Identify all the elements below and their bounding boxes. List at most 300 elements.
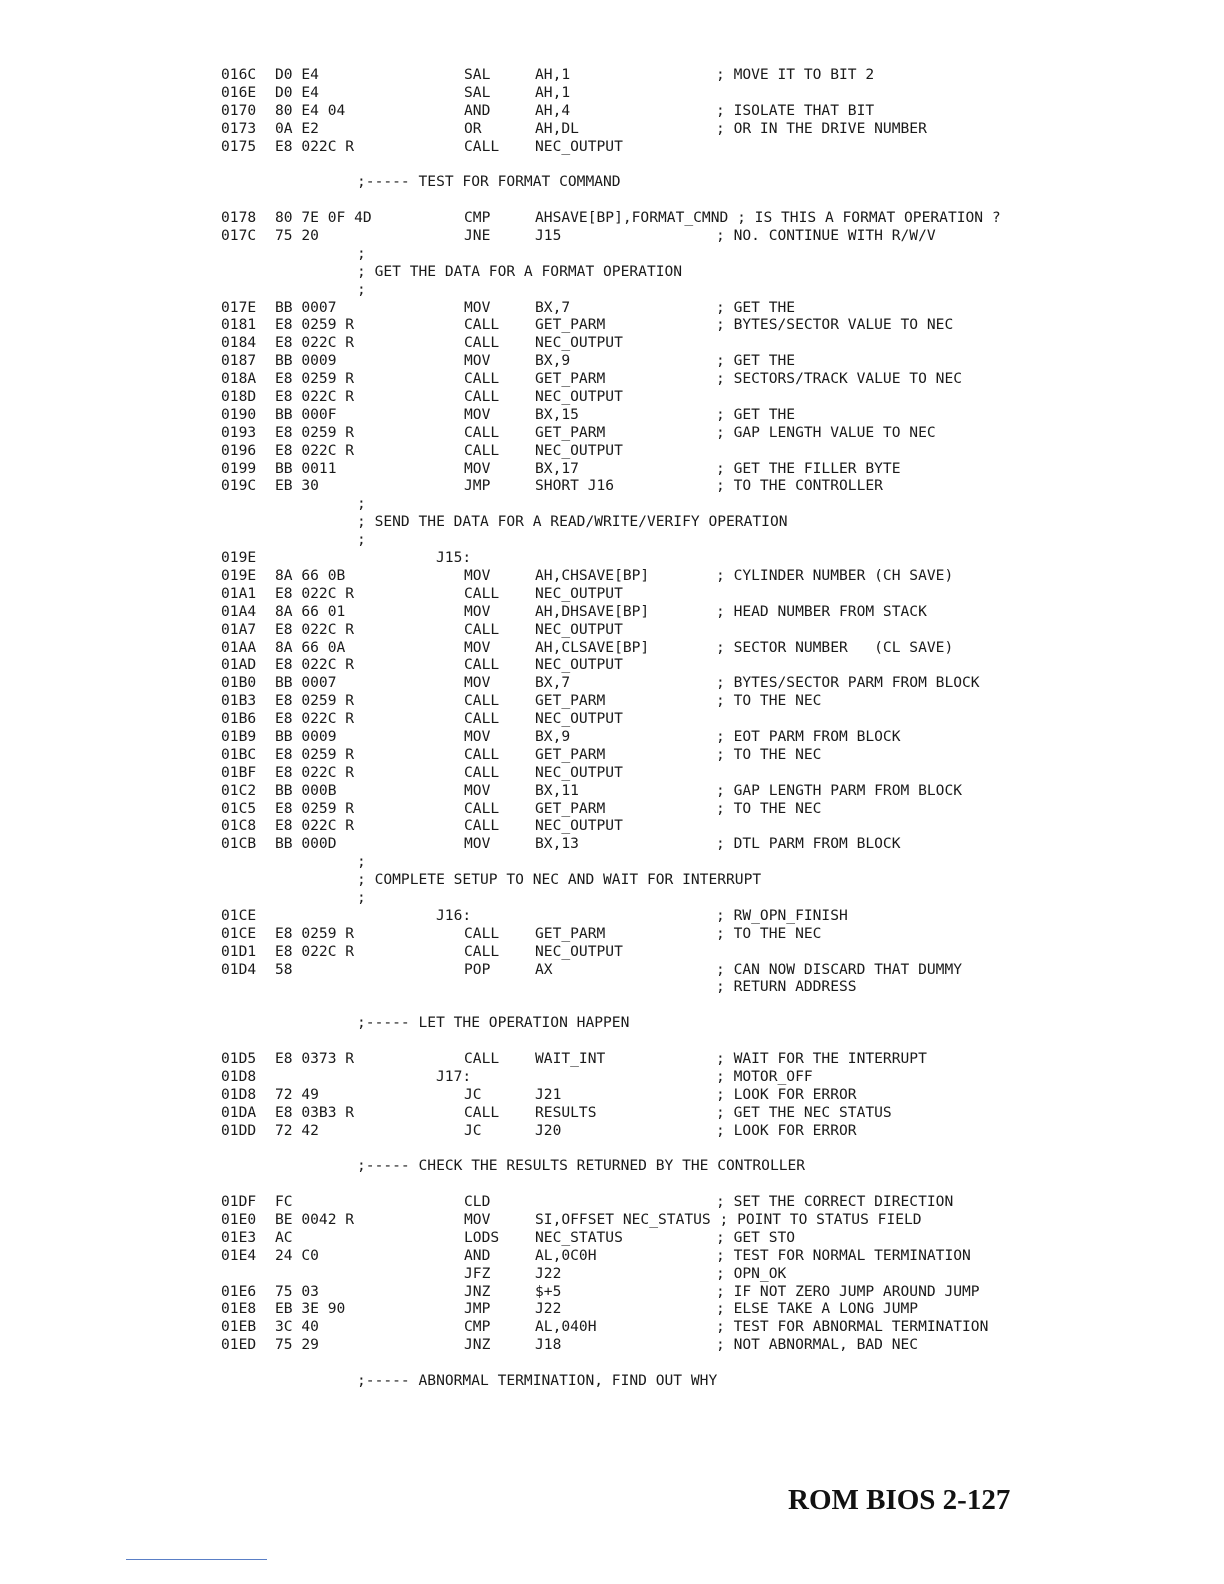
mnemonic: JMP [464,477,491,495]
operand: NEC_OUTPUT [535,942,623,960]
mnemonic: JMP [464,1300,491,1318]
operand: AX [535,960,553,978]
address: 01E0 [221,1211,257,1228]
operand: AHSAVE[BP],FORMAT_CMND ; IS THIS A FORMAT OPERATION ? [535,209,1001,227]
operand: GET_PARM [535,799,606,817]
listing-line [221,996,1181,1014]
mnemonic: CALL [464,692,500,710]
listing-line [221,800,1181,818]
object-code: 8A 66 0A [275,638,346,656]
listing-line [221,764,1181,782]
object-code: 80 E4 04 [275,101,346,119]
object-code: BB 000D [275,835,337,853]
comment: ; WAIT FOR THE INTERRUPT [716,1049,927,1067]
operand: AH,DHSAVE[BP] [535,602,650,620]
operand: J18 [535,1336,562,1354]
label: J17: [436,1067,472,1085]
page-footer: ROM BIOS 2-127 [788,1484,1011,1516]
remark: ; [357,244,366,262]
object-code: BB 0007 [275,298,337,316]
address: 01CB [221,835,257,853]
address: 017C [221,227,257,245]
comment: ; DTL PARM FROM BLOCK [716,835,901,853]
remark: ; GET THE DATA FOR A FORMAT OPERATION [357,262,683,280]
listing-line [221,1122,1181,1140]
address: 01A4 [221,602,257,620]
address: 0170 [221,101,257,119]
address: 01CE [221,906,257,924]
listing-line [221,513,1181,531]
listing-line [221,728,1181,746]
mnemonic: MOV [464,835,491,853]
listing-line [221,424,1181,442]
comment: ; NO. CONTINUE WITH R/W/V [716,227,936,245]
mnemonic: POP [464,960,491,978]
object-code: 72 49 [275,1085,319,1103]
listing-line [221,1193,1181,1211]
object-code: BB 0009 [275,727,337,745]
operand: GET_PARM [535,924,606,942]
address: 0190 [221,405,257,423]
mnemonic: CALL [464,334,500,352]
object-code: 75 29 [275,1336,319,1354]
mnemonic: OR [464,119,482,137]
comment: ; RETURN ADDRESS [716,978,857,996]
comment: ; RW_OPN_FINISH [716,906,848,924]
comment: ; TEST FOR ABNORMAL TERMINATION [716,1318,989,1336]
mnemonic: CLD [464,1193,491,1211]
address: 01B9 [221,727,257,745]
label: J15: [436,549,472,567]
address: 0178 [221,209,257,227]
address: 01D8 [221,1085,257,1103]
remark: ; SEND THE DATA FOR A READ/WRITE/VERIFY OPERATION [357,513,788,531]
comment: ; GAP LENGTH PARM FROM BLOCK [716,781,963,799]
object-code: BB 0009 [275,352,337,370]
mnemonic: CMP [464,209,491,227]
address: 01D5 [221,1049,257,1067]
remark: ; [357,280,366,298]
object-code: 75 20 [275,227,319,245]
mnemonic: LODS [464,1228,500,1246]
object-code: E8 022C R [275,441,355,459]
operand: SI,OFFSET NEC_STATUS ; POINT TO STATUS FIELD [535,1211,922,1228]
mnemonic: MOV [464,459,491,477]
mnemonic: JC [464,1085,482,1103]
listing-line [221,692,1181,710]
mnemonic: MOV [464,566,491,584]
listing-line [221,477,1181,495]
operand: NEC_OUTPUT [535,763,623,781]
operand: AH,1 [535,66,571,83]
operand: RESULTS [535,1103,597,1121]
operand: GET_PARM [535,316,606,334]
comment: ; TO THE NEC [716,799,822,817]
address: 0193 [221,423,257,441]
remark: ;----- ABNORMAL TERMINATION, FIND OUT WHY [357,1372,718,1390]
object-code: 8A 66 01 [275,602,346,620]
mnemonic: CALL [464,656,500,674]
mnemonic: CALL [464,763,500,781]
mnemonic: JFZ [464,1264,491,1282]
comment: ; SECTOR NUMBER (CL SAVE) [716,638,954,656]
listing-line [221,1283,1181,1301]
comment: ; NOT ABNORMAL, BAD NEC [716,1336,919,1354]
operand: BX,7 [535,298,571,316]
listing-line [221,370,1181,388]
remark: ;----- LET THE OPERATION HAPPEN [357,1014,630,1032]
address: 01C8 [221,817,257,835]
comment: ; GET THE [716,352,796,370]
address: 01DF [221,1193,257,1211]
comment: ; GET THE FILLER BYTE [716,459,901,477]
listing-line [221,102,1181,120]
listing-line [221,84,1181,102]
mnemonic: AND [464,101,491,119]
listing-line [221,1032,1181,1050]
operand: NEC_OUTPUT [535,817,623,835]
listing-line [221,639,1181,657]
object-code: E8 0259 R [275,924,355,942]
operand: AL,0C0H [535,1246,597,1264]
listing-line [221,585,1181,603]
comment: ; TO THE NEC [716,692,822,710]
operand: BX,15 [535,405,579,423]
operand: GET_PARM [535,423,606,441]
listing-line [221,746,1181,764]
operand: J22 [535,1300,562,1318]
mnemonic: SAL [464,66,491,83]
comment: ; BYTES/SECTOR PARM FROM BLOCK [716,674,980,692]
operand: BX,13 [535,835,579,853]
address: 018A [221,370,257,388]
comment: ; IF NOT ZERO JUMP AROUND JUMP [716,1282,980,1300]
listing-line [221,943,1181,961]
remark: ; COMPLETE SETUP TO NEC AND WAIT FOR INTERRUPT [357,871,762,889]
address: 01BF [221,763,257,781]
object-code: BE 0042 R [275,1211,355,1228]
object-code: E8 0259 R [275,692,355,710]
mnemonic: JNZ [464,1282,491,1300]
comment: ; GET THE [716,405,796,423]
comment: ; SET THE CORRECT DIRECTION [716,1193,954,1211]
listing-line [221,549,1181,567]
object-code: E8 022C R [275,817,355,835]
listing-line [221,334,1181,352]
listing-line [221,656,1181,674]
object-code: E8 0259 R [275,799,355,817]
comment: ; GET THE NEC STATUS [716,1103,892,1121]
comment: ; TEST FOR NORMAL TERMINATION [716,1246,971,1264]
listing-line [221,1247,1181,1265]
mnemonic: MOV [464,352,491,370]
remark: ; [357,888,366,906]
listing-line [221,173,1181,191]
mnemonic: MOV [464,727,491,745]
operand: NEC_OUTPUT [535,137,623,155]
assembly-listing [221,66,1181,1390]
address: 016C [221,66,257,83]
mnemonic: CALL [464,423,500,441]
operand: J22 [535,1264,562,1282]
comment: ; LOOK FOR ERROR [716,1121,857,1139]
object-code: D0 E4 [275,66,319,83]
listing-line [221,978,1181,996]
operand: GET_PARM [535,692,606,710]
operand: NEC_OUTPUT [535,584,623,602]
comment: ; OR IN THE DRIVE NUMBER [716,119,927,137]
listing-line [221,1336,1181,1354]
listing-line [221,138,1181,156]
operand: NEC_STATUS [535,1228,623,1246]
footer-rule [126,1559,267,1560]
listing-line [221,835,1181,853]
listing-line [221,871,1181,889]
address: 01A7 [221,620,257,638]
address: 01E6 [221,1282,257,1300]
listing-line [221,120,1181,138]
operand: WAIT_INT [535,1049,606,1067]
mnemonic: CALL [464,710,500,728]
address: 01E8 [221,1300,257,1318]
object-code: 75 03 [275,1282,319,1300]
mnemonic: CALL [464,1103,500,1121]
listing-line [221,1175,1181,1193]
address: 01DD [221,1121,257,1139]
mnemonic: CALL [464,316,500,334]
address: 01A1 [221,584,257,602]
operand: AH,DL [535,119,579,137]
listing-line [221,406,1181,424]
object-code: E8 022C R [275,656,355,674]
object-code: E8 0373 R [275,1049,355,1067]
object-code: E8 022C R [275,620,355,638]
address: 01E4 [221,1246,257,1264]
operand: BX,17 [535,459,579,477]
mnemonic: AND [464,1246,491,1264]
address: 017E [221,298,257,316]
comment: ; GAP LENGTH VALUE TO NEC [716,423,936,441]
operand: NEC_OUTPUT [535,334,623,352]
remark: ;----- CHECK THE RESULTS RETURNED BY THE CONTROLLER [357,1157,806,1175]
listing-line [221,495,1181,513]
address: 01DA [221,1103,257,1121]
listing-line [221,388,1181,406]
listing-line [221,209,1181,227]
object-code: E8 0259 R [275,423,355,441]
mnemonic: JNE [464,227,491,245]
object-code: E8 022C R [275,137,355,155]
object-code: BB 000F [275,405,337,423]
address: 01D4 [221,960,257,978]
mnemonic: CALL [464,370,500,388]
listing-line [221,1068,1181,1086]
listing-line [221,531,1181,549]
listing-line [221,299,1181,317]
listing-line [221,460,1181,478]
listing-line [221,674,1181,692]
listing-line [221,889,1181,907]
operand: J15 [535,227,562,245]
listing-line [221,1139,1181,1157]
operand: AH,1 [535,83,571,101]
object-code: AC [275,1228,293,1246]
address: 0173 [221,119,257,137]
operand: BX,7 [535,674,571,692]
address: 019C [221,477,257,495]
remark: ; [357,495,366,513]
object-code: 58 [275,960,293,978]
listing-line [221,1372,1181,1390]
operand: GET_PARM [535,370,606,388]
mnemonic: CALL [464,388,500,406]
address: 01E3 [221,1228,257,1246]
address: 0181 [221,316,257,334]
listing-line [221,1318,1181,1336]
operand: AL,040H [535,1318,597,1336]
remark: ;----- TEST FOR FORMAT COMMAND [357,173,621,191]
remark: ; [357,531,366,549]
mnemonic: MOV [464,638,491,656]
address: 018D [221,388,257,406]
address: 01B0 [221,674,257,692]
remark: ; [357,853,366,871]
object-code: FC [275,1193,293,1211]
comment: ; GET THE [716,298,796,316]
listing-line [221,1211,1181,1229]
object-code: E8 022C R [275,942,355,960]
operand: AH,CHSAVE[BP] [535,566,650,584]
mnemonic: CALL [464,441,500,459]
listing-line [221,817,1181,835]
object-code: E8 022C R [275,388,355,406]
object-code: EB 30 [275,477,319,495]
operand: J20 [535,1121,562,1139]
operand: NEC_OUTPUT [535,710,623,728]
comment: ; CAN NOW DISCARD THAT DUMMY [716,960,963,978]
object-code: E8 022C R [275,584,355,602]
listing-line [221,263,1181,281]
listing-line [221,961,1181,979]
listing-line [221,191,1181,209]
object-code: E8 022C R [275,334,355,352]
mnemonic: MOV [464,674,491,692]
listing-line [221,621,1181,639]
listing-line [221,907,1181,925]
mnemonic: CALL [464,584,500,602]
operand: J21 [535,1085,562,1103]
address: 0199 [221,459,257,477]
address: 0196 [221,441,257,459]
listing-line [221,227,1181,245]
operand: BX,9 [535,727,571,745]
address: 01C5 [221,799,257,817]
object-code: 0A E2 [275,119,319,137]
mnemonic: MOV [464,781,491,799]
comment: ; TO THE NEC [716,745,822,763]
comment: ; TO THE NEC [716,924,822,942]
address: 01D8 [221,1067,257,1085]
listing-line [221,1014,1181,1032]
object-code: E8 022C R [275,710,355,728]
mnemonic: CMP [464,1318,491,1336]
operand: AH,4 [535,101,571,119]
address: 01ED [221,1336,257,1354]
listing-line [221,281,1181,299]
mnemonic: MOV [464,298,491,316]
operand: $+5 [535,1282,562,1300]
listing-line [221,603,1181,621]
mnemonic: JC [464,1121,482,1139]
operand: GET_PARM [535,745,606,763]
listing-line [221,925,1181,943]
comment: ; TO THE CONTROLLER [716,477,883,495]
mnemonic: CALL [464,745,500,763]
address: 0187 [221,352,257,370]
object-code: D0 E4 [275,83,319,101]
listing-line [221,710,1181,728]
comment: ; GET STO [716,1228,796,1246]
comment: ; CYLINDER NUMBER (CH SAVE) [716,566,954,584]
comment: ; EOT PARM FROM BLOCK [716,727,901,745]
object-code: E8 022C R [275,763,355,781]
operand: NEC_OUTPUT [535,441,623,459]
mnemonic: CALL [464,620,500,638]
operand: AH,CLSAVE[BP] [535,638,650,656]
listing-line [221,245,1181,263]
address: 019E [221,566,257,584]
object-code: BB 000B [275,781,337,799]
listing-line [221,352,1181,370]
object-code: 8A 66 0B [275,566,346,584]
listing-line [221,1300,1181,1318]
listing-line [221,66,1181,84]
listing-line [221,1104,1181,1122]
comment: ; BYTES/SECTOR VALUE TO NEC [716,316,954,334]
mnemonic: CALL [464,137,500,155]
mnemonic: CALL [464,799,500,817]
operand: BX,9 [535,352,571,370]
address: 01C2 [221,781,257,799]
operand: SHORT J16 [535,477,615,495]
address: 01EB [221,1318,257,1336]
comment: ; HEAD NUMBER FROM STACK [716,602,927,620]
listing-line [221,155,1181,173]
object-code: 3C 40 [275,1318,319,1336]
address: 01AA [221,638,257,656]
object-code: EB 3E 90 [275,1300,346,1318]
object-code: 80 7E 0F 4D [275,209,372,227]
address: 016E [221,83,257,101]
listing-line [221,1157,1181,1175]
comment: ; ELSE TAKE A LONG JUMP [716,1300,919,1318]
listing-line [221,782,1181,800]
mnemonic: MOV [464,602,491,620]
mnemonic: CALL [464,1049,500,1067]
mnemonic: JNZ [464,1336,491,1354]
mnemonic: CALL [464,924,500,942]
address: 01B3 [221,692,257,710]
operand: NEC_OUTPUT [535,388,623,406]
address: 0184 [221,334,257,352]
address: 01BC [221,745,257,763]
mnemonic: CALL [464,817,500,835]
listing-line [221,442,1181,460]
operand: BX,11 [535,781,579,799]
address: 019E [221,549,257,567]
mnemonic: SAL [464,83,491,101]
address: 01B6 [221,710,257,728]
